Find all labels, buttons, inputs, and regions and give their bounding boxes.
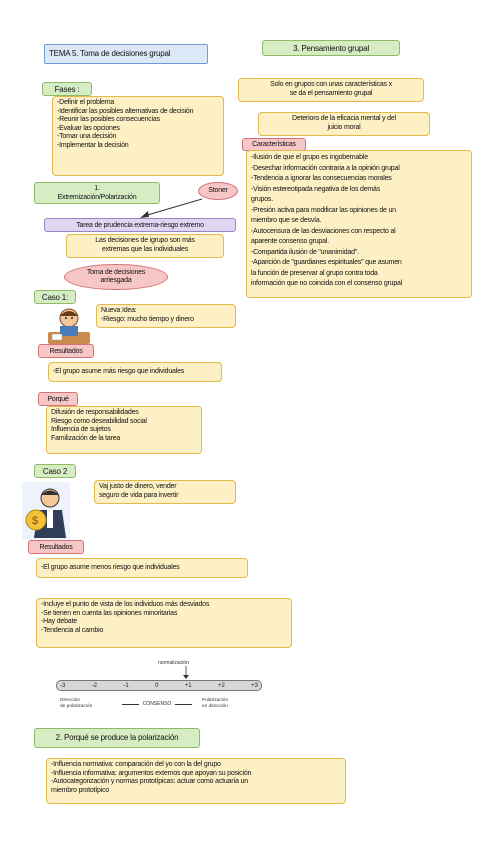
caracteristica-item: aparente consenso grupal. (251, 238, 329, 245)
fases-item: -Tomar una decisión (57, 133, 117, 141)
porque-polarizacion-item: -Influencia informativa: argumentos externos que apoyan su posición (51, 769, 252, 777)
svg-text:$: $ (32, 515, 39, 527)
caracteristicas-list (246, 150, 472, 298)
incluye-list (36, 598, 292, 648)
polarizacion-label: 1. Extremización/Polarización (34, 182, 160, 204)
caso2-desc: Vaj justo de dinero, vender seguro de vida para invertir (94, 480, 236, 504)
porque-item: Riesgo como deseabilidad social (51, 417, 147, 425)
caso1-resultados-label: Resultados (38, 344, 94, 358)
decisiones-box: Las decisiones de igrupo son más extremas que las individuales (66, 234, 224, 258)
porque-item: Influencia de sujetos (51, 426, 111, 434)
caracteristica-item: -Presión activa para modificar las opiniones de un (251, 206, 396, 214)
fases-item: -Implementar la decisión (57, 141, 129, 149)
fases-item: -Identificar las posibles alternativas de decisión (57, 107, 194, 115)
scale-tick: -2 (91, 683, 98, 689)
scale-top-arrow (182, 666, 190, 680)
caracteristica-item: -Visión estereotipada negativa de los demás (251, 185, 381, 193)
porque-list (46, 406, 202, 454)
incluye-item: -Tendencia al cambio (41, 626, 104, 634)
incluye-item: -Incluye el punto de vista de los individuos más desviados (41, 601, 210, 608)
porque-polarizacion-list (46, 758, 346, 804)
scale-tick: 0 (155, 683, 159, 689)
scale-top-label: normalización (158, 660, 189, 666)
pensamiento-label: 3. Pensamiento grupal (262, 40, 400, 56)
fases-label: Fases : (42, 82, 92, 96)
caso1-desc: Nueva Idea: -Riesgo: mucho tiempo y dinero (96, 304, 236, 328)
scale-tick: -3 (60, 683, 66, 689)
scale-tick: -1 (123, 683, 129, 689)
caso2-resultados-label: Resultados (28, 540, 84, 554)
arrow-head (140, 211, 149, 218)
thinking-person-illustration (46, 304, 92, 346)
money-person-illustration (22, 482, 70, 540)
porque-label: Porqué (38, 392, 78, 406)
caracteristica-item: -Ilusión de que el grupo es ingobernable (251, 154, 368, 161)
caracteristica-item: información que no coincida con el consenso grupal (251, 280, 403, 287)
scale-bottom-mid: CONSENSO (142, 701, 172, 707)
porque-item: Familización de la tarea (51, 434, 121, 442)
scale-tick: +1 (184, 683, 192, 689)
scale-bottom-left: Dirección de polarización (60, 698, 93, 709)
incluye-item: -Hay debate (41, 618, 77, 626)
caracteristica-item: -Aparición de "guardianes espirituales" que asumen (251, 259, 402, 266)
fases-list (52, 96, 224, 176)
caracteristica-item: -Compartida ilusión de "unanimidad". (251, 248, 359, 256)
porque-polarizacion-item: miembro prototípico (51, 786, 110, 794)
caracteristica-item: -Desechar información contraria a la opinión grupal (251, 164, 400, 172)
scale-tick: +3 (251, 683, 258, 689)
pensamiento-intro: Solo en grupos con unas características x se da el pensamiento grupal (238, 78, 424, 102)
caso1-label: Caso 1: (34, 290, 76, 304)
caso2-label: Caso 2 (34, 464, 76, 478)
porque-polarizacion-label: 2. Porqué se produce la polarización (34, 728, 200, 748)
caracteristicas-label: Características (242, 138, 306, 151)
fases-item: -Reunir las posibles consecuencias (57, 116, 160, 124)
porque-polarizacion-item: -Autocategorización y normas prototípicas: actuar como actuaría un (51, 778, 248, 786)
deterioro-box: Deterioro de la eficacia mental y del juicio moral (258, 112, 430, 136)
caracteristica-item: la función de preservar al grupo contra toda (251, 269, 378, 277)
porque-item: Difusión de responsabilidades (51, 409, 139, 416)
stoner-ellipse: Stoner (198, 182, 238, 200)
caracteristica-item: -Autocensura de las desviaciones con respecto al (251, 227, 396, 235)
fases-item: -Evaluar las opciones (57, 124, 120, 132)
scale-tick: +2 (217, 683, 225, 689)
arrow-line (144, 199, 202, 216)
caso2-resultado: -El grupo asume menos riesgo que individuales (36, 558, 248, 578)
porque-polarizacion-item: -Influencia normativa: comparación del yo con la del grupo (51, 761, 221, 768)
scale-ticks (60, 681, 258, 691)
scale-diagram (56, 660, 262, 716)
incluye-item: -Se tienen en cuenta las opiniones minoritarias (41, 609, 178, 617)
arriesgada-ellipse: Toma de decisiones arriesgada (64, 264, 168, 290)
tarea-box: Tarea de prudencia extrema-riesgo extremo (44, 218, 236, 232)
page-title: TEMA 5. Toma de decisiones grupal (44, 44, 208, 64)
scale-bottom-right: Polarización en dirección (202, 698, 229, 709)
fases-item: -Definir el problema (57, 99, 115, 106)
caracteristica-item: grupos. (251, 196, 273, 203)
caracteristica-item: -Tendencia a ignorar las consecuencias morales (251, 175, 392, 182)
caracteristica-item: miembro que se desvía. (251, 217, 322, 224)
caso1-resultado: -El grupo asume más riesgo que individuales (48, 362, 222, 382)
